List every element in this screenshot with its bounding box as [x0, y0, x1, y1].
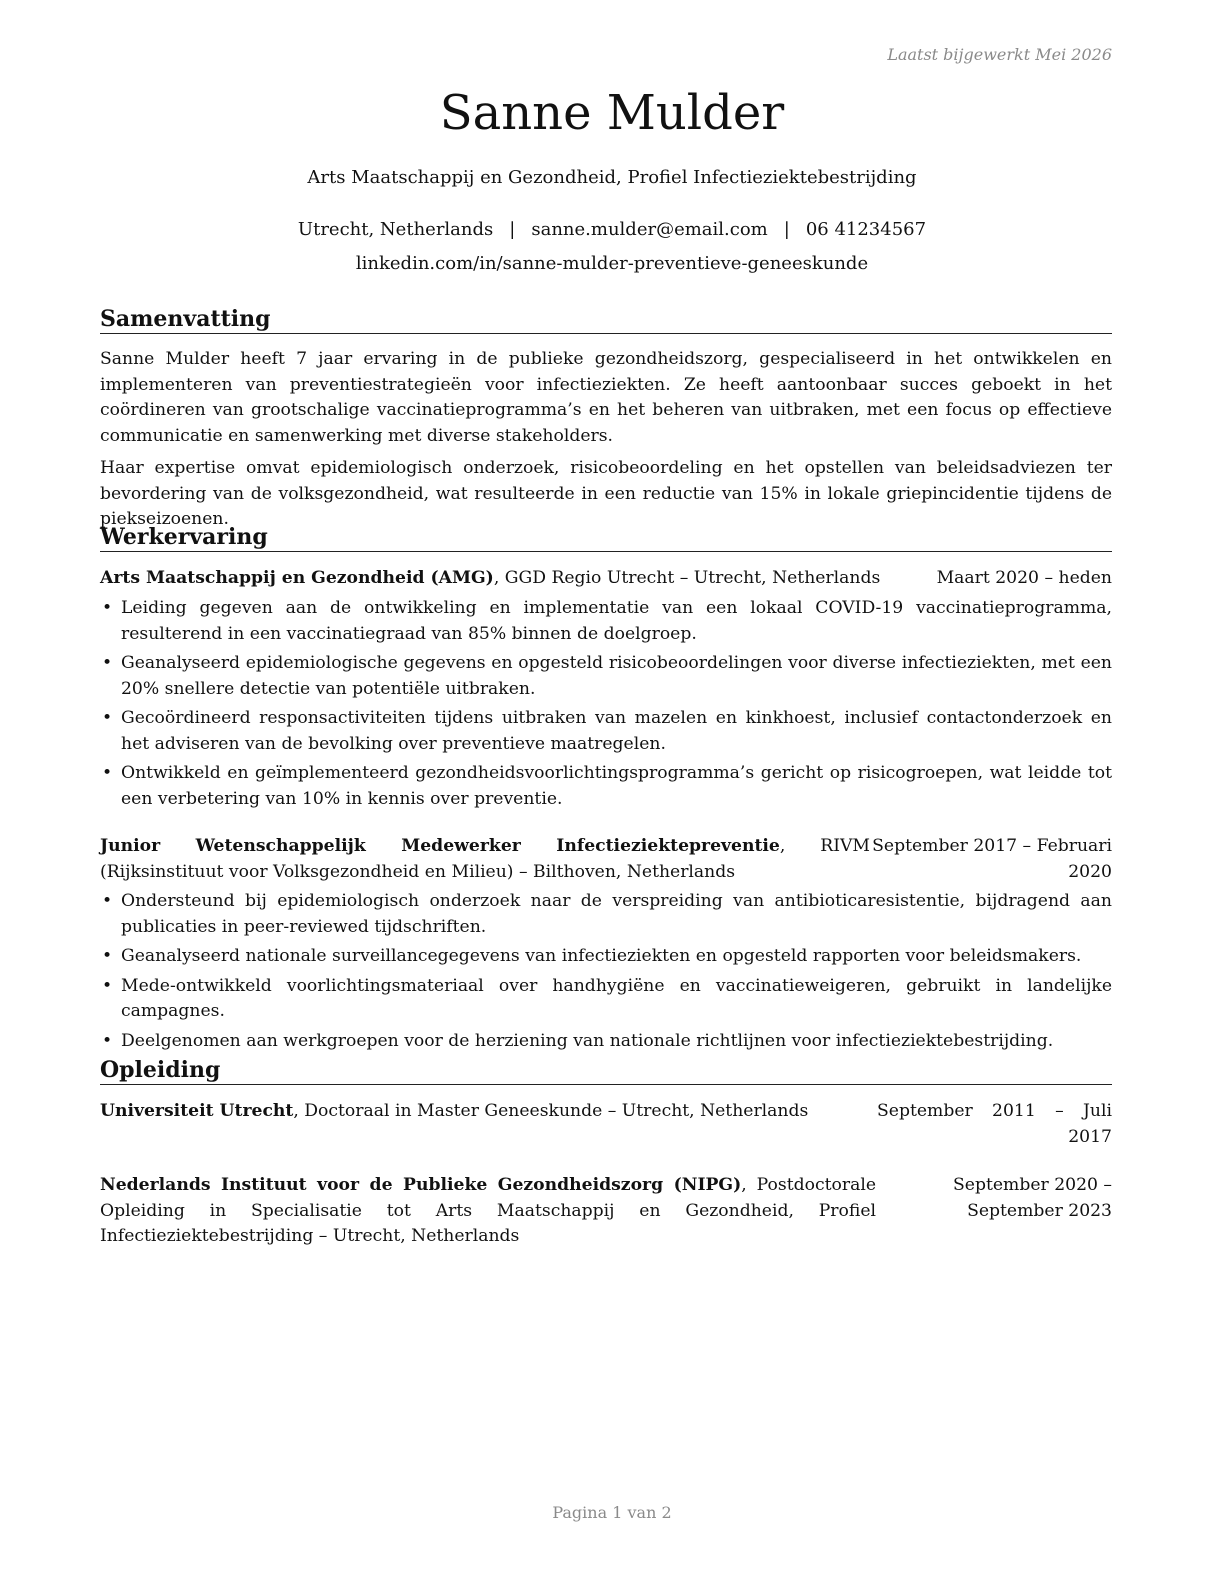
education-dates: September 2011 – Juli 2017	[877, 1101, 1112, 1147]
list-item: • Gecoördineerd responsactiviteiten tijdens uitbraken van mazelen en kinkhoest, inclusief contactonderzoek en het adviseren van de bevolking over preventieve maatregelen.	[100, 706, 1112, 757]
job-dates: Maart 2020 – heden	[936, 568, 1112, 588]
summary-paragraph: Haar expertise omvat epidemiologisch onderzoek, risicobeoordeling en het opstellen van beleidsadviezen ter bevordering van de volksgezondheid, wat resulteerde in een reductie van 15% in lokale griepincidentie tijdens de piekseizoenen.	[100, 458, 1112, 529]
job-title-line	[100, 566, 900, 592]
contact-separator: |	[783, 219, 790, 240]
list-item: • Leiding gegeven aan de ontwikkeling en implementatie van een lokaal COVID-19 vaccinatieprogramma, resulterend in een vaccinatiegraad van 85% binnen de doelgroep.	[100, 596, 1112, 647]
education-header	[100, 1173, 1112, 1251]
candidate-subtitle: Arts Maatschappij en Gezondheid, Profiel Infectieziektebestrijding	[307, 167, 917, 188]
linkedin-link[interactable]: linkedin.com/in/sanne-mulder-preventieve-geneeskunde	[355, 253, 869, 274]
contact-line	[0, 219, 1224, 240]
job-dates: September 2017 – Februari 2020	[872, 836, 1112, 882]
job-header	[100, 566, 1112, 592]
section-heading-summary: Samenvatting	[100, 305, 1112, 334]
education-detail: , Postdoctorale Opleiding in Specialisatie tot Arts Maatschappij en Gezondheid, Profiel Infectieziektebestrijding – Utrecht, Netherlands	[100, 1175, 876, 1246]
list-item: • Geanalyseerd nationale surveillancegegevens van infectieziekten en opgesteld rapporten voor beleidsmakers.	[100, 944, 1112, 970]
job-bullets	[100, 596, 1112, 816]
list-item: • Mede-ontwikkeld voorlichtingsmateriaal over handhygiëne en vaccinatieweigeren, gebruikt in landelijke campagnes.	[100, 974, 1112, 1025]
job-org: , GGD Regio Utrecht – Utrecht, Netherlands	[493, 568, 881, 588]
education-title-line	[100, 1099, 860, 1125]
section-heading-education: Opleiding	[100, 1056, 1112, 1085]
education-header	[100, 1099, 1112, 1151]
education-school: Universiteit Utrecht	[100, 1101, 294, 1121]
last-updated: Laatst bijgewerkt Mei 2026	[887, 45, 1112, 64]
job-header	[100, 834, 1112, 886]
job-title: Junior Wetenschappelijk Medewerker Infectieziektepreventie	[100, 836, 780, 856]
education-title-line	[100, 1173, 876, 1250]
job-bullets	[100, 889, 1112, 1058]
contact-location: Utrecht, Netherlands	[297, 219, 494, 240]
education-detail: , Doctoraal in Master Geneeskunde – Utrecht, Netherlands	[293, 1101, 809, 1121]
education-school: Nederlands Instituut voor de Publieke Gezondheidszorg (NIPG)	[100, 1175, 742, 1195]
candidate-name: Sanne Mulder	[439, 85, 785, 141]
contact-separator: |	[509, 219, 516, 240]
job-title: Arts Maatschappij en Gezondheid (AMG)	[100, 568, 494, 588]
education-dates: September 2020 – September 2023	[953, 1175, 1112, 1221]
summary-paragraph: Sanne Mulder heeft 7 jaar ervaring in de publieke gezondheidszorg, gespecialiseerd in het ontwikkelen en implementeren van preventiestrategieën voor infectieziekten. Ze heeft aantoonbaar succes geboekt in het coördineren van grootschalige vaccinatieprogramma’s en het beheren van uitbraken, met een focus op effectieve communicatie en samenwerking met diverse stakeholders.	[100, 349, 1112, 446]
list-item: • Deelgenomen aan werkgroepen voor de herziening van nationale richtlijnen voor infectieziektebestrijding.	[100, 1029, 1112, 1055]
list-item: • Ondersteund bij epidemiologisch onderzoek naar de verspreiding van antibioticaresistentie, bijdragend aan publicaties in peer-reviewed tijdschriften.	[100, 889, 1112, 940]
section-heading-experience: Werkervaring	[100, 523, 1112, 552]
list-item: • Ontwikkeld en geïmplementeerd gezondheidsvoorlichtingsprogramma’s gericht op risicogroepen, wat leidde tot een verbetering van 10% in kennis over preventie.	[100, 761, 1112, 812]
job-org: , RIVM (Rijksinstituut voor Volksgezondheid en Milieu) – Bilthoven, Netherlands	[100, 836, 871, 882]
list-item: • Geanalyseerd epidemiologische gegevens en opgesteld risicobeoordelingen voor diverse infectieziekten, met een 20% snellere detectie van potentiële uitbraken.	[100, 651, 1112, 702]
contact-phone[interactable]: 06 41234567	[805, 219, 927, 240]
job-title-line	[100, 834, 870, 885]
contact-email[interactable]: sanne.mulder@email.com	[531, 219, 768, 240]
page-number: Pagina 1 van 2	[552, 1503, 672, 1522]
